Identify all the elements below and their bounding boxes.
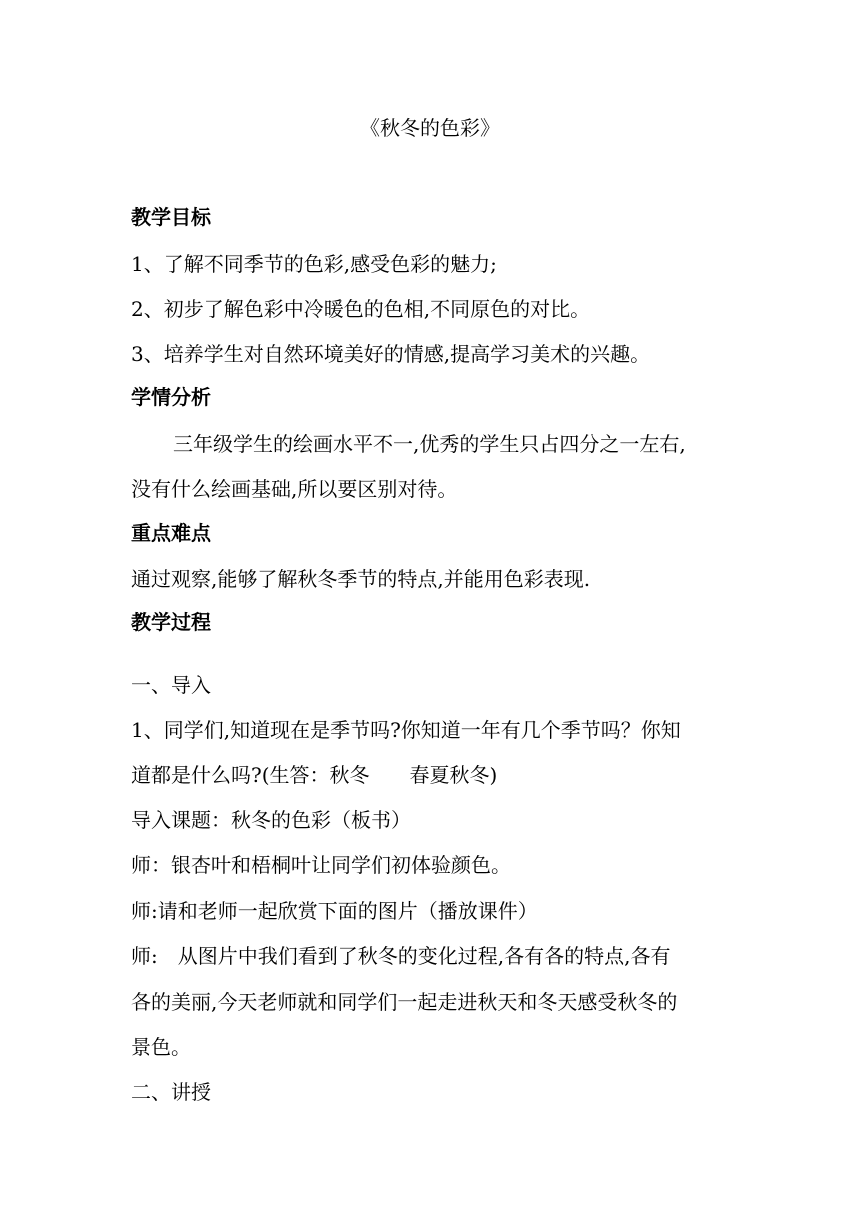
process-line: 各的美丽,今天老师就和同学们一起走进秋天和冬天感受秋冬的 [131,990,678,1014]
process-line: 一、导入 [131,673,211,697]
process-line: 师:请和老师一起欣赏下面的图片（播放课件） [131,899,538,923]
keypoints-text: 通过观察,能够了解秋冬季节的特点,并能用色彩表现. [131,567,591,591]
process-line: 师: 从图片中我们看到了秋冬的变化过程,各有各的特点,各有 [131,944,671,968]
analysis-heading: 学情分析 [131,385,211,409]
process-line: 师：银杏叶和梧桐叶让同学们初体验颜色。 [131,853,511,877]
process-line: 景色。 [131,1035,191,1059]
goal-item: 3、培养学生对自然环境美好的情感,提高学习美术的兴趣。 [131,342,651,366]
keypoints-heading: 重点难点 [131,521,211,545]
goals-heading: 教学目标 [131,205,211,229]
process-heading: 教学过程 [131,610,211,634]
analysis-paragraph-line: 没有什么绘画基础,所以要区别对待。 [131,477,458,501]
process-line: 导入课题：秋冬的色彩（板书） [131,808,411,832]
process-line: 1、同学们,知道现在是季节吗?你知道一年有几个季节吗？你知 [131,718,681,742]
process-line: 二、讲授 [131,1080,211,1104]
document-title: 《秋冬的色彩》 [360,116,500,140]
analysis-paragraph-line: 三年级学生的绘画水平不一,优秀的学生只占四分之一左右, [173,432,686,456]
goal-item: 1、了解不同季节的色彩,感受色彩的魅力; [131,252,497,276]
process-line: 道都是什么吗?(生答：秋冬 春夏秋冬) [131,763,498,787]
goal-item: 2、初步了解色彩中冷暖色的色相,不同原色的对比。 [131,297,591,321]
